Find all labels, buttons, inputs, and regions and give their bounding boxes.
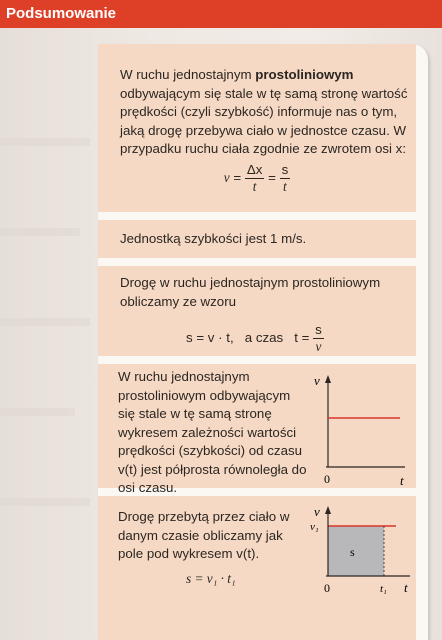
area-graph-t1-tick: t₁ [380,583,387,595]
area-text: Drogę przebytą przez ciało w danym czasie obliczamy jak pole pod wykresem v(t). [118,509,290,561]
area-graph-v1-tick: v₁ [310,521,319,533]
area-graph-y-label: v [314,504,320,519]
graph-vt-y-label: v [314,373,320,388]
area-graph-s-label: s [350,545,355,559]
graph-vt-x-label: t [400,473,404,488]
section-unit [98,220,416,258]
section-area [98,496,416,640]
distance-formula: s = v · t, a czas t = $\frac{s}{v}$ [186,322,322,354]
speed-formula: v = $\frac{\Delta x}{t}$ = $\frac{s}{t}$ [223,162,289,194]
area-graph-x-label: t [404,580,408,595]
definition-text: W ruchu jednostajnym prostoliniowym odbywającym się stale w tę samą stronę wartość prędkości (czyli szybkość) informuje nas o tym, jaką drogę przebywa ciało w jednostce czasu. W przypadku ruchu ciała zgodnie ze zwrotem osi x: [120,67,408,156]
area-graph-origin: 0 [324,581,330,595]
summary-card [98,44,428,640]
header-band [0,0,442,28]
graph-vt-text: W ruchu jednostajnym prostoliniowym odbywającym się stale w tę samą stronę wykresem zależności wartości prędkości (szybkości) od czasu v(t) jest półprosta równoległa do osi czasu. [118,369,307,495]
unit-text: Jednostką szybkości jest 1 m/s. [120,231,307,246]
section-graph-vt [98,364,416,495]
section-definition [98,44,416,212]
section-distance [98,266,416,356]
area-graph [304,496,414,636]
area-formula: s = v₁ · t₁ [186,571,236,586]
page-title: Podsumowanie [6,5,117,22]
velocity-time-graph [308,369,408,488]
graph-vt-origin: 0 [324,472,330,486]
distance-text: Drogę w ruchu jednostajnym prostoliniowym obliczamy ze wzoru [120,275,381,309]
